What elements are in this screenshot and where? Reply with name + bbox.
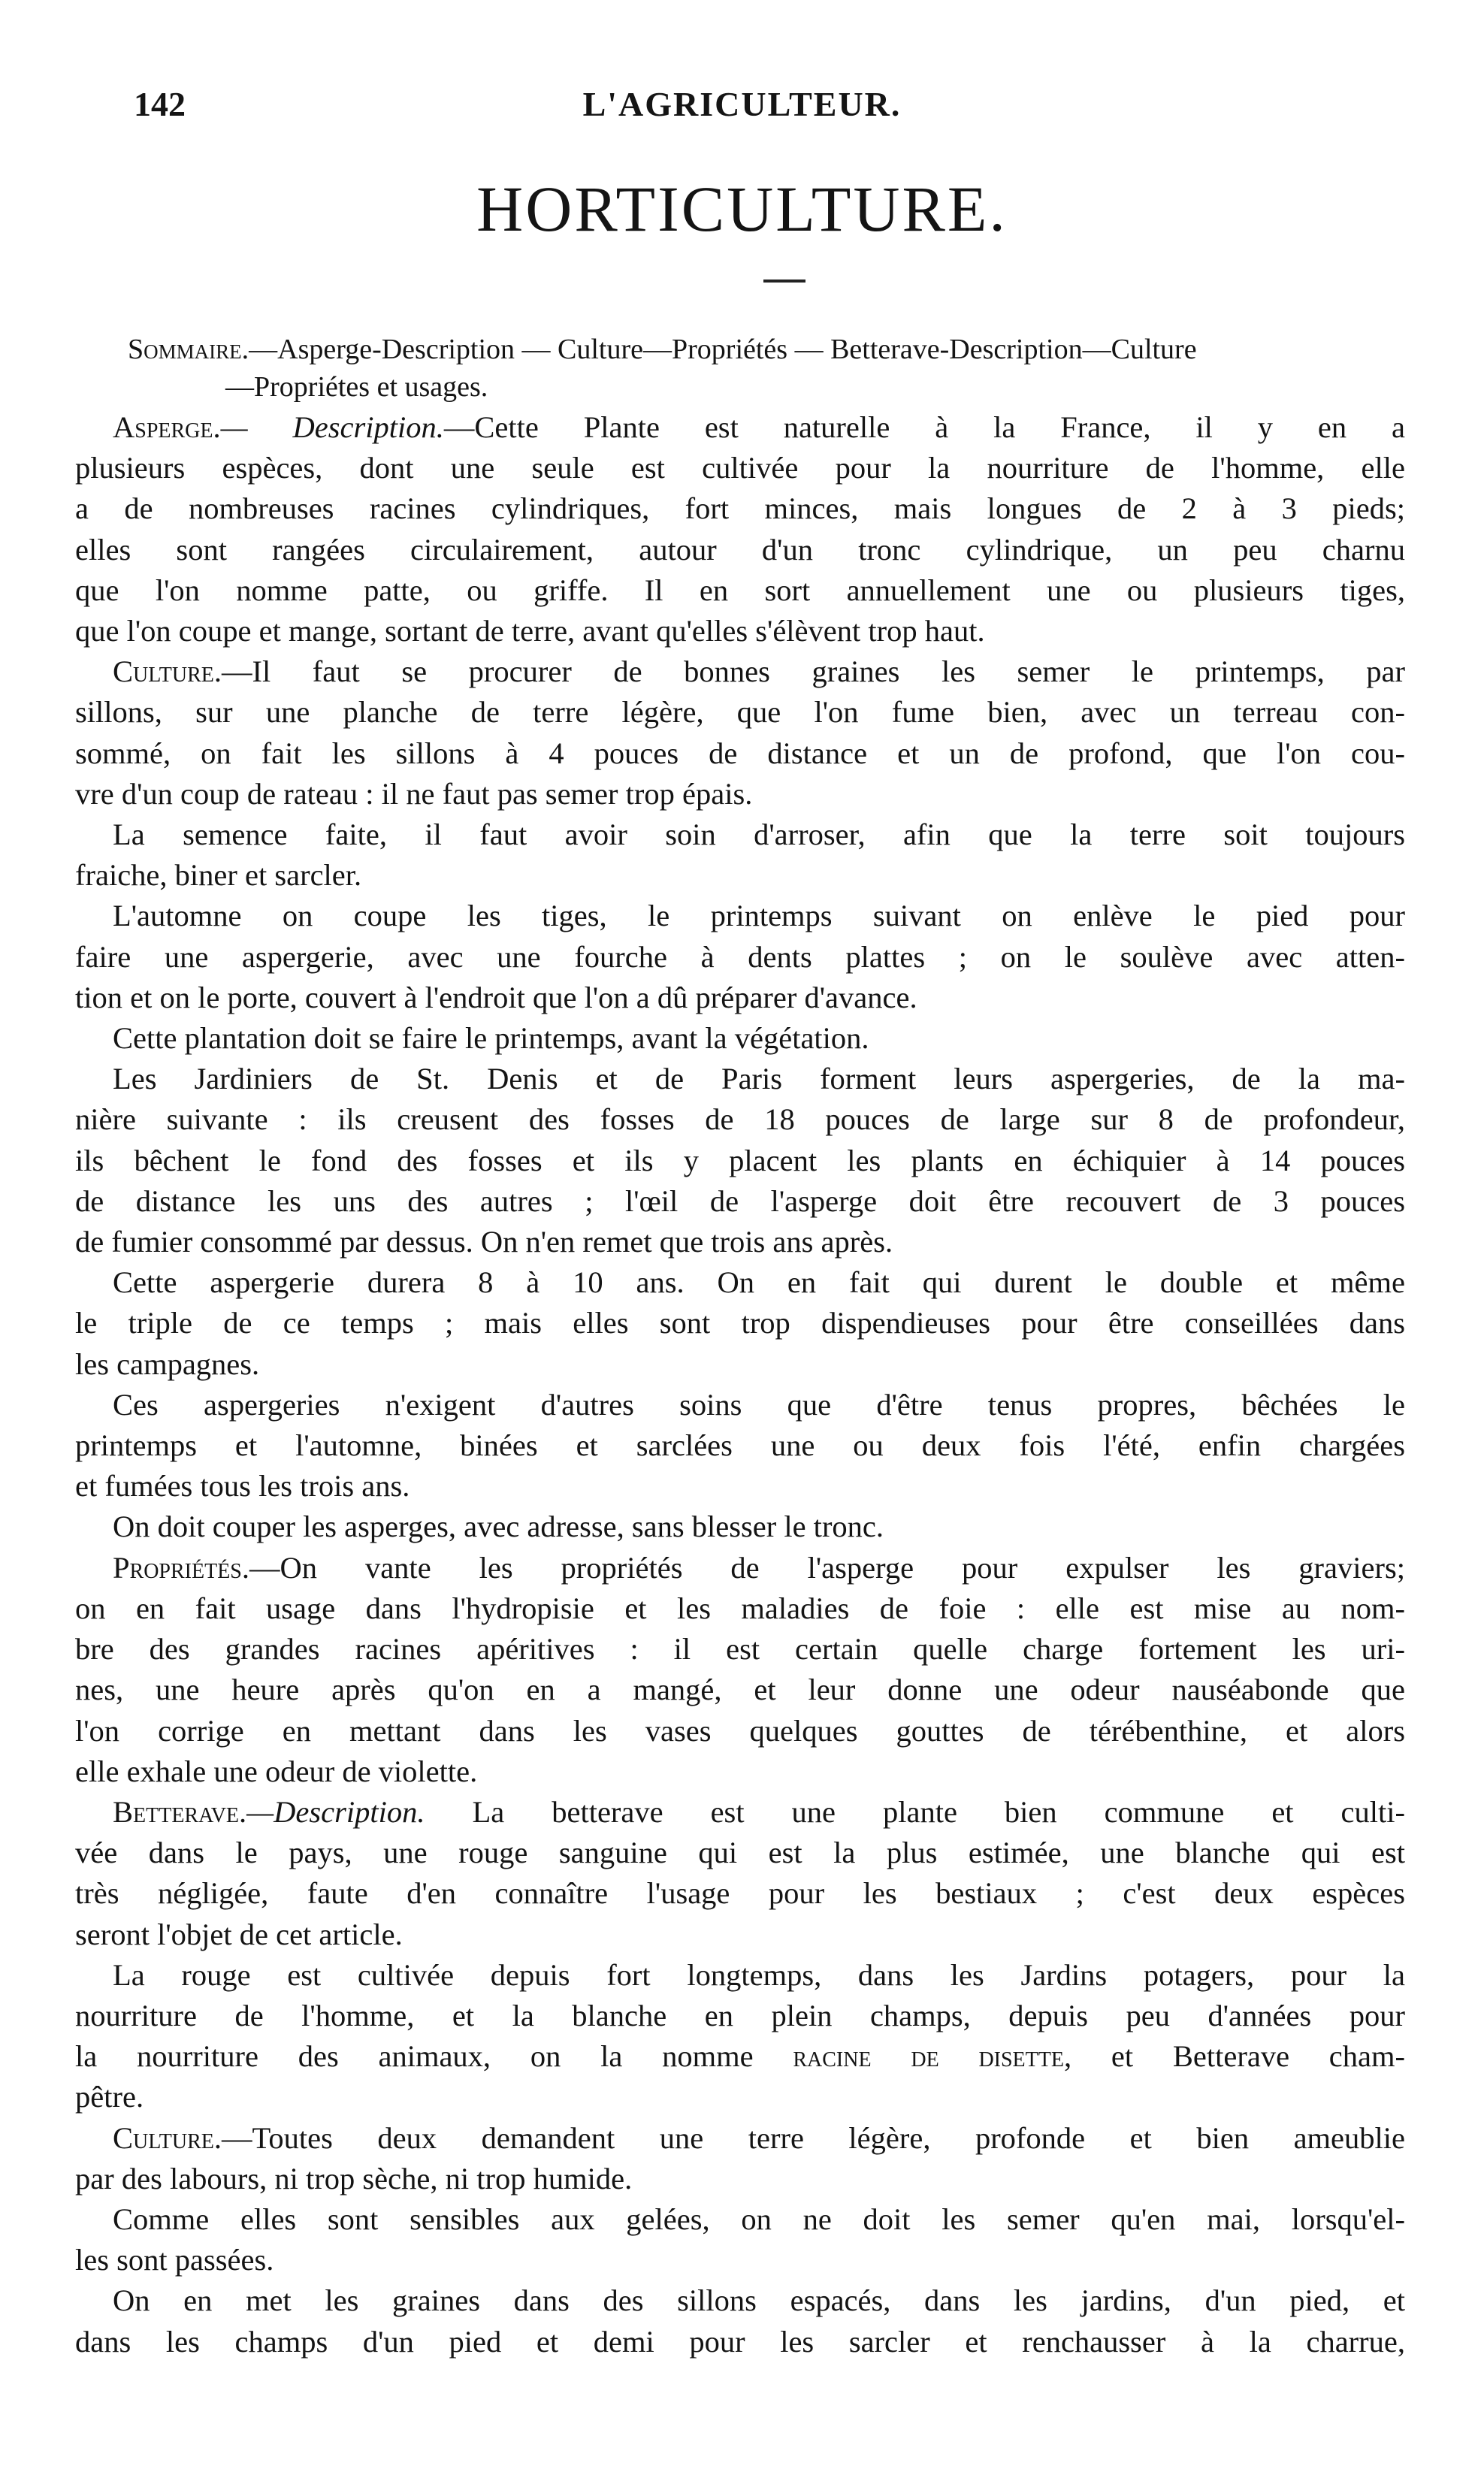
text-line xyxy=(75,896,1405,936)
text: faire une aspergerie, avec une fourche à dents plattes ; on le soulève avec atten- xyxy=(75,939,1405,974)
text-line xyxy=(75,2322,1405,2362)
text: elle exhale une odeur de violette. xyxy=(75,1754,478,1788)
text: elles sont rangées circulairement, autour d'un tronc cylindrique, un peu charnu xyxy=(75,532,1405,567)
text: On doit couper les asperges, avec adresse, sans blesser le tronc. xyxy=(113,1510,884,1544)
text-line xyxy=(75,1873,1405,1914)
text: fraiche, biner et sarcler. xyxy=(75,858,362,893)
text: Cette plantation doit se faire le printemps, avant la végétation. xyxy=(113,1021,869,1056)
lead-sc: Betterave. xyxy=(113,1794,247,1829)
text: seront l'objet de cet article. xyxy=(75,1917,403,1951)
text: pêtre. xyxy=(75,2080,144,2114)
text: printemps et l'automne, binées et sarclées une ou deux fois l'été, enfin chargées xyxy=(75,1428,1405,1463)
lead-sc: Propriétés. xyxy=(113,1550,250,1585)
text-line xyxy=(75,978,1405,1018)
text: très négligée, faute d'en connaître l'usage pour les bestiaux ; c'est deux espèces xyxy=(75,1876,1405,1911)
text: les campagnes. xyxy=(75,1346,260,1381)
page-number: 142 xyxy=(134,85,186,123)
text-line xyxy=(75,1914,1405,1955)
text: on en fait usage dans l'hydropisie et les maladies de foie : elle est mise au nom- xyxy=(75,1591,1405,1625)
text: ils bêchent le fond des fosses et ils y placent les plants en échiquier à 14 pouces xyxy=(75,1143,1405,1177)
text: nourriture de l'homme, et la blanche en plein champs, depuis peu d'années pour xyxy=(75,1998,1405,2032)
text: de distance les uns des autres ; l'œil de l'asperge doit être recouvert de 3 pouces xyxy=(75,1183,1405,1218)
text-after: et Betterave cham- xyxy=(1071,2039,1405,2074)
text-line xyxy=(75,2077,1405,2117)
text-line xyxy=(75,611,1405,651)
text: tion et on le porte, couvert à l'endroit que l'on a dû préparer d'avance. xyxy=(75,980,917,1014)
text: Ces aspergeries n'exigent d'autres soins que d'être tenus propres, bêchées le xyxy=(113,1387,1405,1422)
text-line xyxy=(75,1018,1405,1059)
summary xyxy=(128,331,1405,406)
text-line xyxy=(75,1466,1405,1506)
text: dans les champs d'un pied et demi pour les sarcler et renchausser à la charrue, xyxy=(75,2324,1405,2359)
lead-sc: Culture. xyxy=(113,654,222,689)
text-line xyxy=(75,1425,1405,1466)
text-line xyxy=(75,2118,1405,2159)
text-line xyxy=(75,1262,1405,1303)
text-line xyxy=(75,733,1405,774)
text: —Cette Plante est naturelle à la France, il y en a xyxy=(443,410,1405,444)
text-line xyxy=(75,1141,1405,1181)
text-line xyxy=(75,1711,1405,1751)
title-divider xyxy=(763,280,805,283)
text-line xyxy=(75,530,1405,570)
text-line xyxy=(75,1629,1405,1670)
text-line xyxy=(75,774,1405,814)
lead-sc: Asperge. xyxy=(113,410,221,444)
text: La semence faite, il faut avoir soin d'arroser, afin que la terre soit toujours xyxy=(113,817,1405,852)
text: La betterave est une plante bien commune et culti- xyxy=(425,1794,1405,1829)
text: nes, une heure après qu'on en a mangé, et leur donne une odeur nauséabonde que xyxy=(75,1673,1405,1707)
text: plusieurs espèces, dont une seule est cultivée pour la nourriture de l'homme, elle xyxy=(75,451,1405,485)
text: sommé, on fait les sillons à 4 pouces de distance et un de profond, que l'on cou- xyxy=(75,736,1405,770)
text: —Il faut se procurer de bonnes graines les semer le printemps, par xyxy=(222,654,1405,689)
text-line xyxy=(75,2199,1405,2240)
text: la nourriture des animaux, on la nomme xyxy=(75,2039,754,2074)
text: —On vante les propriétés de l'asperge pour expulser les graviers; xyxy=(249,1550,1405,1585)
text-line xyxy=(75,814,1405,855)
text-line xyxy=(75,1548,1405,1588)
lead-sc: Culture. xyxy=(113,2120,222,2155)
text-line xyxy=(75,1792,1405,1833)
text-line xyxy=(75,1751,1405,1792)
text: que l'on coupe et mange, sortant de terre, avant qu'elles s'élèvent trop haut. xyxy=(75,614,985,648)
text: bre des grandes racines apéritives : il est certain quelle charge fortement les uri- xyxy=(75,1632,1405,1667)
text-line xyxy=(75,1588,1405,1629)
running-head xyxy=(0,84,1484,137)
text-line xyxy=(75,2280,1405,2321)
text-line xyxy=(75,488,1405,529)
text: Cette aspergerie durera 8 à 10 ans. On en fait qui durent le double et même xyxy=(113,1265,1405,1300)
text-line xyxy=(75,651,1405,692)
text-line xyxy=(75,2240,1405,2280)
summary-line-1 xyxy=(128,331,1405,368)
text: vée dans le pays, une rouge sanguine qui est la plus estimée, une blanche qui est xyxy=(75,1836,1405,1870)
text-line xyxy=(75,692,1405,733)
text: vre d'un coup de rateau : il ne faut pas semer trop épais. xyxy=(75,776,753,811)
text: L'automne on coupe les tiges, le printemps suivant on enlève le pied pour xyxy=(113,899,1405,933)
body-text xyxy=(75,407,1405,2362)
text-line xyxy=(75,1955,1405,1996)
text-line xyxy=(75,1833,1405,1873)
text-line xyxy=(75,1222,1405,1262)
text: Les Jardiniers de St. Denis et de Paris forment leurs aspergeries, de la ma- xyxy=(113,1062,1405,1096)
lead-it: —Description. xyxy=(246,1794,425,1829)
text-line xyxy=(75,1670,1405,1710)
text-line xyxy=(75,2159,1405,2199)
journal-title: L'AGRICULTEUR. xyxy=(582,85,902,123)
lead-it: — Description. xyxy=(220,410,444,444)
section-title: HORTICULTURE. xyxy=(476,173,1008,245)
text: nière suivante : ils creusent des fosses de 18 pouces de large sur 8 de profondeur, xyxy=(75,1102,1405,1137)
text-line xyxy=(75,407,1405,448)
text-line xyxy=(75,1385,1405,1425)
text: le triple de ce temps ; mais elles sont trop dispendieuses pour être conseillées dans xyxy=(75,1306,1405,1340)
text-line xyxy=(75,855,1405,896)
text-line xyxy=(75,1099,1405,1140)
text-line xyxy=(75,1059,1405,1099)
summary-label: Sommaire. xyxy=(128,334,249,365)
text: de fumier consommé par dessus. On n'en remet que trois ans après. xyxy=(75,1225,893,1259)
text: La rouge est cultivée depuis fort longtemps, dans les Jardins potagers, pour la xyxy=(113,1957,1405,1992)
text-line xyxy=(75,2036,1405,2077)
text: les sont passées. xyxy=(75,2243,274,2277)
summary-line-2: —Propriétes et usages. xyxy=(225,371,488,403)
text-line xyxy=(75,1303,1405,1343)
text: —Toutes deux demandent une terre légère, profonde et bien ameublie xyxy=(222,2120,1405,2155)
mid-sc: racine de disette, xyxy=(753,2039,1072,2074)
text-line xyxy=(75,1344,1405,1385)
text-line xyxy=(75,570,1405,611)
text: sillons, sur une planche de terre légère, que l'on fume bien, avec un terreau con- xyxy=(75,695,1405,730)
text-line xyxy=(75,1506,1405,1547)
text-line xyxy=(75,448,1405,488)
text: par des labours, ni trop sèche, ni trop humide. xyxy=(75,2161,633,2196)
summary-text: —Asperge-Description — Culture—Propriétés — Betterave-Description—Culture xyxy=(249,334,1197,365)
text: a de nombreuses racines cylindriques, fort minces, mais longues de 2 à 3 pieds; xyxy=(75,491,1405,526)
text-line xyxy=(75,1181,1405,1222)
text: On en met les graines dans des sillons espacés, dans les jardins, d'un pied, et xyxy=(113,2283,1405,2318)
text-line xyxy=(75,937,1405,978)
text: que l'on nomme patte, ou griffe. Il en sort annuellement une ou plusieurs tiges, xyxy=(75,573,1405,607)
text: Comme elles sont sensibles aux gelées, on ne doit les semer qu'en mai, lorsqu'el- xyxy=(113,2202,1405,2236)
text: et fumées tous les trois ans. xyxy=(75,1469,410,1503)
text: l'on corrige en mettant dans les vases quelques gouttes de térébenthine, et alors xyxy=(75,1713,1405,1748)
text-line xyxy=(75,1996,1405,2036)
